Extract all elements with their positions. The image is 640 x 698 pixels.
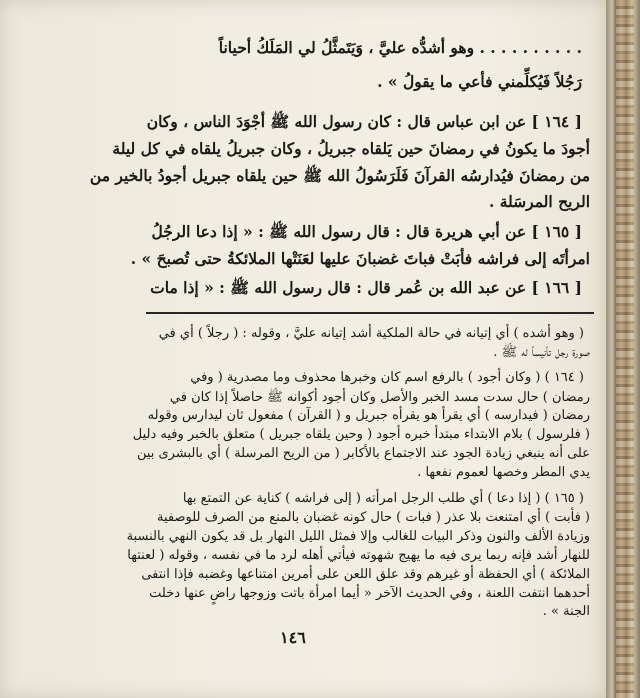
text-line: رَجُلاً فَيُكلِّمني فأعي ما يقولُ » . bbox=[377, 72, 582, 91]
page-number: ١٤٦ bbox=[280, 628, 306, 647]
note-line: للنهار أشد فإنه ربما يرى فيه ما يهيج شهوته فيأتي أهله لرد ما في نفسه ، وقوله ( لعنتها bbox=[127, 548, 590, 563]
note-line: ( فأبت ) أي امتنعت بلا عذر ( فبات ) حال كونه غضبان بالمنع من الصرف للوصفية bbox=[157, 510, 590, 525]
text-line: . . . . . . . . . . وهو أشدُّه عليَّ ، وَيَتَمثَّلُ لي المَلَكُ أحياناً bbox=[218, 38, 582, 57]
note-line: على أنه ينبغي زيادة الجود عند الاجتماع بالأكابر ( من الريح المرسلة ) أي بالبشرى بين bbox=[136, 446, 590, 461]
note-line: الجنة » . bbox=[542, 604, 590, 619]
note-line: ( وهو أشده ) أي إتيانه في حالة الملكية أشد إتيانه عليَّ ، وقوله : ( رجلاً ) أي في bbox=[158, 326, 584, 341]
note-line: رمضان ( فيدارسه ) أي يقرأ هو يقرأه جبريل و ( القرآن ) مفعول ثان ليدارس وقوله bbox=[147, 408, 590, 423]
note-line: أحدهما انتفت اللعنة ، وفي الحديث الآخر « أيما امرأة باتت وزوجها راضٍ عنها دخلت bbox=[149, 586, 590, 601]
note-line: ( فلرسول ) بلام الابتداء مبتدأ خبره أجود ( وحين يلقاه جبريل ) متعلق بالخبر وفيه دليل bbox=[132, 427, 590, 442]
hadith-164-line: أجودَ ما يكونُ في رمضانَ حين يَلقاه جبريلُ ، وكان جبريلُ يلقاه في كل ليلة bbox=[112, 139, 590, 158]
note-line: الملائكة ) أي الحفظة أو غيرهم وقد علق اللعن على أمرين امتناعها وغضبه فإذا انتفى bbox=[141, 567, 590, 582]
note-line: رمضان ) حال سدت مسد الخبر والأصل وكان أجود أكوانه ﷺ حاصلاً إذا كان في bbox=[169, 390, 590, 405]
book-edge bbox=[606, 0, 640, 698]
note-line: ( ١٦٥ ) ( إذا دعا ) أي طلب الرجل امرأته ( إلى فراشه ) كناية عن التمتع بها bbox=[182, 491, 584, 506]
hadith-164-line: [ ١٦٤ ] عن ابن عباس قال : كان رسول الله ﷺ أجْوَدَ الناس ، وكان bbox=[146, 112, 582, 131]
note-line: صورة رجل تأنيساً له ﷺ . bbox=[493, 345, 590, 360]
hadith-164-line: من رمضانَ فيُدارسُه القرآنَ فَلَرَسُولُ الله ﷺ حين يلقاه جبريل أجودُ بالخير من bbox=[89, 166, 590, 185]
footnote-divider bbox=[146, 312, 594, 314]
hadith-165-line: امرأتَه إلى فراشه فأبَتْ فباتَ غضبانَ عليها لعَنَتْها الملائكةُ حتى تُصبحَ » . bbox=[130, 249, 590, 268]
note-line: وزيادة الألف والنون وذكر البيات للغالب وإلا فمثل الليل النهار بل قد يكون النهي بالنسبة bbox=[126, 529, 590, 544]
hadith-165-line: [ ١٦٥ ] عن أبي هريرة قال : قال رسول الله ﷺ : « إذا دعا الرجُلُ bbox=[151, 222, 582, 241]
hadith-164-line: الريح المرسَلة . bbox=[488, 192, 590, 211]
note-line: يدي المطر وخصها لعموم نفعها . bbox=[417, 465, 590, 480]
hadith-166-line: [ ١٦٦ ] عن عبد الله بن عُمر قال : قال رسول الله ﷺ : « إذا مات bbox=[150, 278, 582, 297]
note-line: ( ١٦٤ ) ( وكان أجود ) بالرفع اسم كان وخبرها محذوف وما مصدرية ( وفي bbox=[190, 370, 584, 385]
